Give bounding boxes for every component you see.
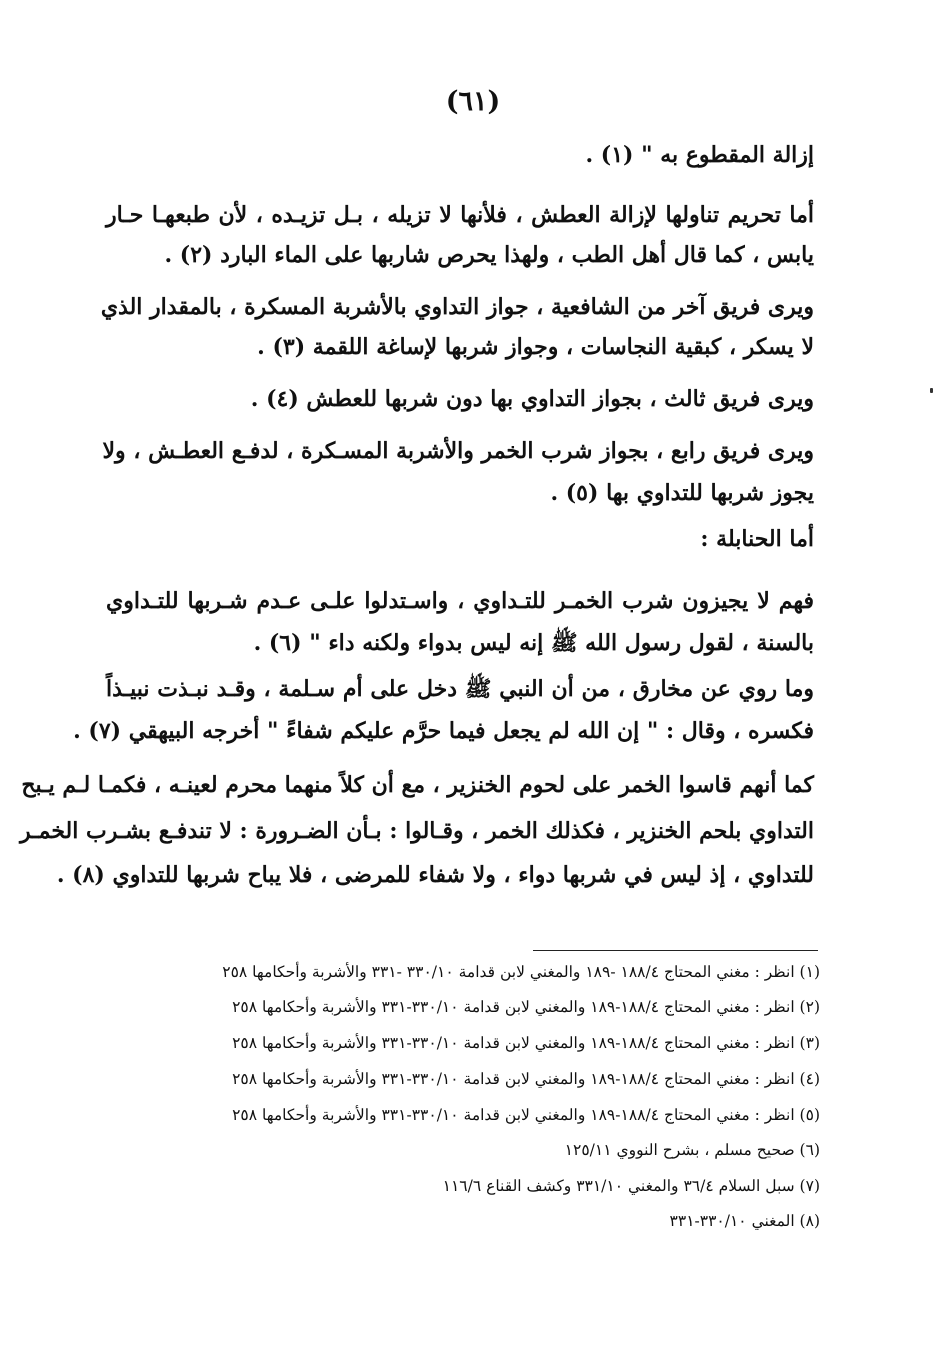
footnote: (٦) صحيح مسلم ، بشرح النووي ١٢٥/١١ (564, 1141, 820, 1159)
scan-speck (930, 388, 933, 393)
body-line: فكسره ، وقال : " إن الله لم يجعل فيما حرَّم عليكم شفاءً " أخرجه البيهقي (٧) . (73, 718, 814, 744)
body-line: يجوز شربها للتداوي بها (٥) . (550, 480, 814, 506)
body-line: ويرى فريق رابع ، بجواز شرب الخمر والأشربة المسـكرة ، لدفـع العطـش ، ولا (102, 438, 814, 464)
body-line: التداوي بلحم الخنزير ، فكذلك الخمر ، وقـالوا : بـأن الضـرورة : لا تندفـع بشـرب الخمـر (20, 818, 814, 844)
section-heading: أما الحنابلة : (700, 526, 814, 552)
body-line: بالسنة ، لقول رسول الله ﷺ إنه ليس بدواء ولكنه داء " (٦) . (253, 630, 814, 656)
body-line: يابس ، كما قال أهل الطب ، ولهذا يحرص شاربها على الماء البارد (٢) . (164, 242, 814, 268)
footnote-separator (533, 950, 818, 951)
body-line: للتداوي ، إذ ليس في شربها دواء ، ولا شفاء للمرضى ، فلا يباح شربها للتداوي (٨) . (56, 862, 814, 888)
body-line: كما أنهم قاسوا الخمر على لحوم الخنزير ، مع أن كلاً منهما محرم لعينـه ، فكمـا لـم يـبح (21, 772, 814, 798)
footnote: (٤) انظر : مغني المحتاج ١٨٨/٤-١٨٩ والمغني لابن قدامة ٣٣٠/١٠-٣٣١ والأشربة وأحكامها ٢٥٨ (232, 1070, 820, 1088)
footnote: (٧) سبل السلام ٣٦/٤ والمغني ٣٣١/١٠ وكشف القناع ١١٦/٦ (442, 1177, 820, 1195)
body-line: إزالة المقطوع به " (١) . (585, 142, 814, 168)
footnote: (٥) انظر : مغني المحتاج ١٨٨/٤-١٨٩ والمغني لابن قدامة ٣٣٠/١٠-٣٣١ والأشربة وأحكامها ٢٥٨ (232, 1106, 820, 1124)
body-line: ويرى فريق آخر من الشافعية ، جواز التداوي بالأشربة المسكرة ، بالمقدار الذي (100, 294, 814, 320)
footnote: (٣) انظر : مغني المحتاج ١٨٨/٤-١٨٩ والمغني لابن قدامة ٣٣٠/١٠-٣٣١ والأشربة وأحكامها ٢٥٨ (232, 1034, 820, 1052)
footnote: (٨) المغني ٣٣٠/١٠-٣٣١ (669, 1212, 820, 1230)
page-number: (٦١) (445, 86, 501, 117)
footnote: (١) انظر : مغني المحتاج ١٨٨/٤ -١٨٩ والمغني لابن قدامة ٣٣٠/١٠ -٣٣١ والأشربة وأحكامها ٢٥٨ (222, 963, 820, 981)
body-line: وما روي عن مخارق ، من أن النبي ﷺ دخل على أم سـلمة ، وقـد نبـذت نبيـذاً (106, 676, 814, 702)
body-line: ويرى فريق ثالث ، بجواز التداوي بها دون شربها للعطش (٤) . (250, 386, 814, 412)
body-line: فهم لا يجيزون شرب الخمـر للتـداوي ، واسـتدلوا علـى عـدم شـربها للتـداوي (106, 588, 814, 614)
footnote: (٢) انظر : مغني المحتاج ١٨٨/٤-١٨٩ والمغني لابن قدامة ٣٣٠/١٠-٣٣١ والأشربة وأحكامها ٢٥٨ (232, 998, 820, 1016)
body-line: أما تحريم تناولها لإزالة العطش ، فلأنها لا تزيله ، بـل تزيـده ، لأن طبعهـا حـار (106, 202, 814, 228)
body-line: لا يسكر ، كبقية النجاسات ، وجواز شربها لإساغة اللقمة (٣) . (257, 334, 814, 360)
